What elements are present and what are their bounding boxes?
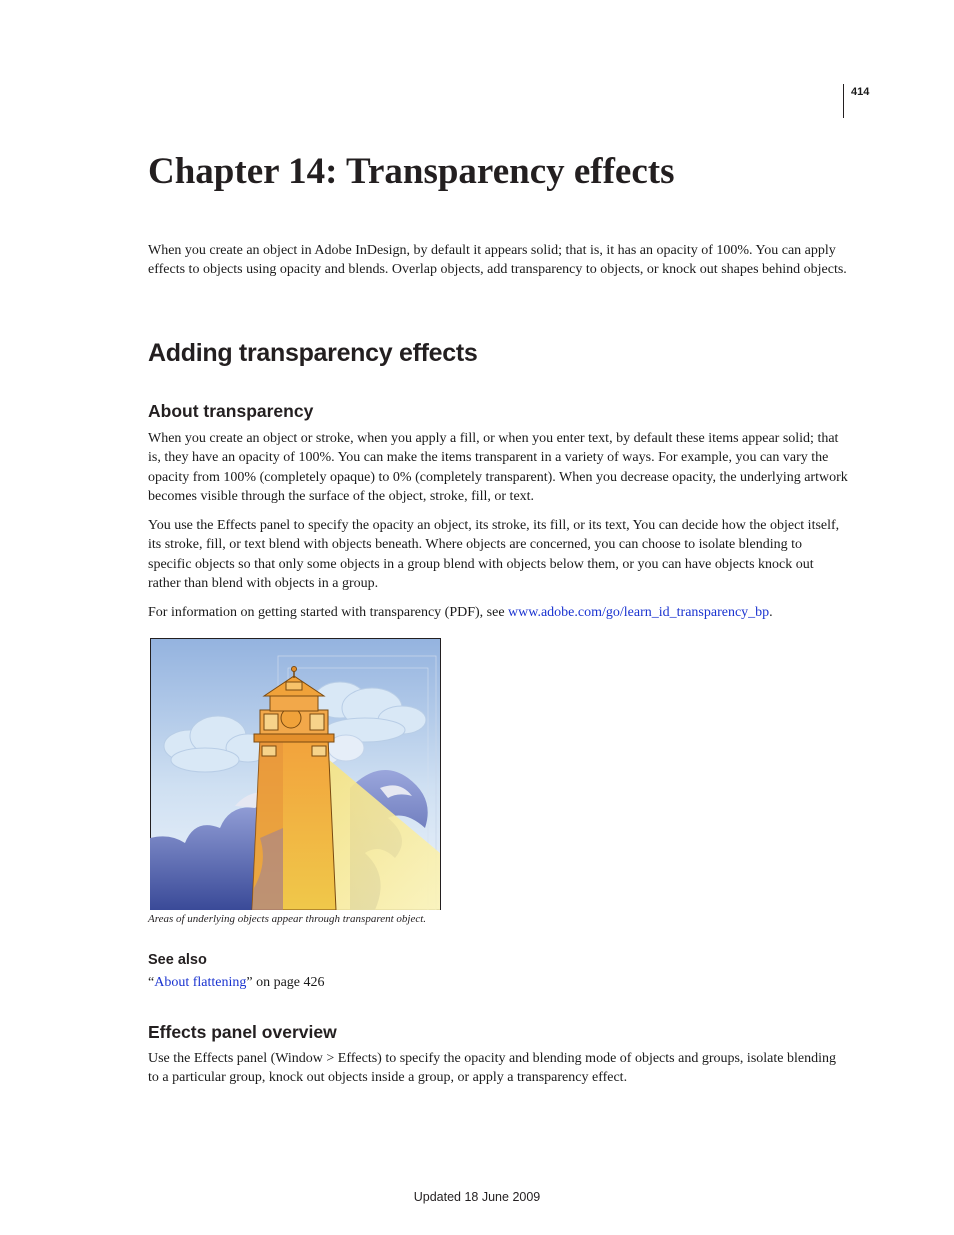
header-rule <box>843 84 844 118</box>
see-also-heading: See also <box>148 952 207 968</box>
about-paragraph-1: When you create an object or stroke, when you apply a fill, or when you enter text, by default these items appear solid; that is, they have an opacity of 100%. You can make the items transparent in a variety of ways. For example, you can vary the opacity from 100% (completely opaque) to 0% (completely transparent). When you decrease opacity, the underlying artwork becomes visible through the surface of the object, stroke, fill, or text. <box>148 431 848 505</box>
see-also-suffix: ” on page 426 <box>246 975 325 990</box>
effects-panel-paragraph: Use the Effects panel (Window > Effects) to specify the opacity and blending mode of objects and groups, isolate blending to a particular group, knock out objects inside a group, or apply a transparency effect. <box>148 1051 836 1086</box>
about-paragraph-3-prefix: For information on getting started with transparency (PDF), see <box>148 605 509 620</box>
intro-paragraph: When you create an object in Adobe InDesign, by default it appears solid; that is, it has an opacity of 100%. You can apply effects to objects using opacity and blends. Overlap objects, add transparency to objects, or knock out shapes behind objects. <box>148 243 847 278</box>
section-title: Adding transparency effects <box>148 339 478 367</box>
about-paragraph-3 <box>148 603 848 622</box>
page-footer: Updated 18 June 2009 <box>413 1190 541 1204</box>
effects-panel-heading: Effects panel overview <box>148 1022 337 1042</box>
chapter-title: Chapter 14: Transparency effects <box>148 151 675 192</box>
about-paragraph-3-suffix: . <box>769 605 773 620</box>
lighthouse-illustration <box>150 638 441 910</box>
page-number: 414 <box>851 86 870 98</box>
about-flattening-link[interactable]: About flattening <box>154 975 247 990</box>
transparency-guide-link[interactable]: www.adobe.com/go/learn_id_transparency_bp <box>508 605 770 620</box>
about-transparency-heading: About transparency <box>148 401 314 421</box>
see-also-quote-open: “ <box>148 975 155 990</box>
figure-caption: Areas of underlying objects appear through transparent object. <box>148 913 427 925</box>
see-also-reference <box>148 973 848 992</box>
about-paragraph-2: You use the Effects panel to specify the opacity an object, its stroke, its fill, or its text, You can decide how the object itself, its stroke, fill, or text blend with objects beneath. Where objects are concerned, you can choose to isolate blending to specific objects so that only some objects in a group blend with objects below them, or you can have objects knock out rather than blend with objects in a group. <box>148 518 840 592</box>
